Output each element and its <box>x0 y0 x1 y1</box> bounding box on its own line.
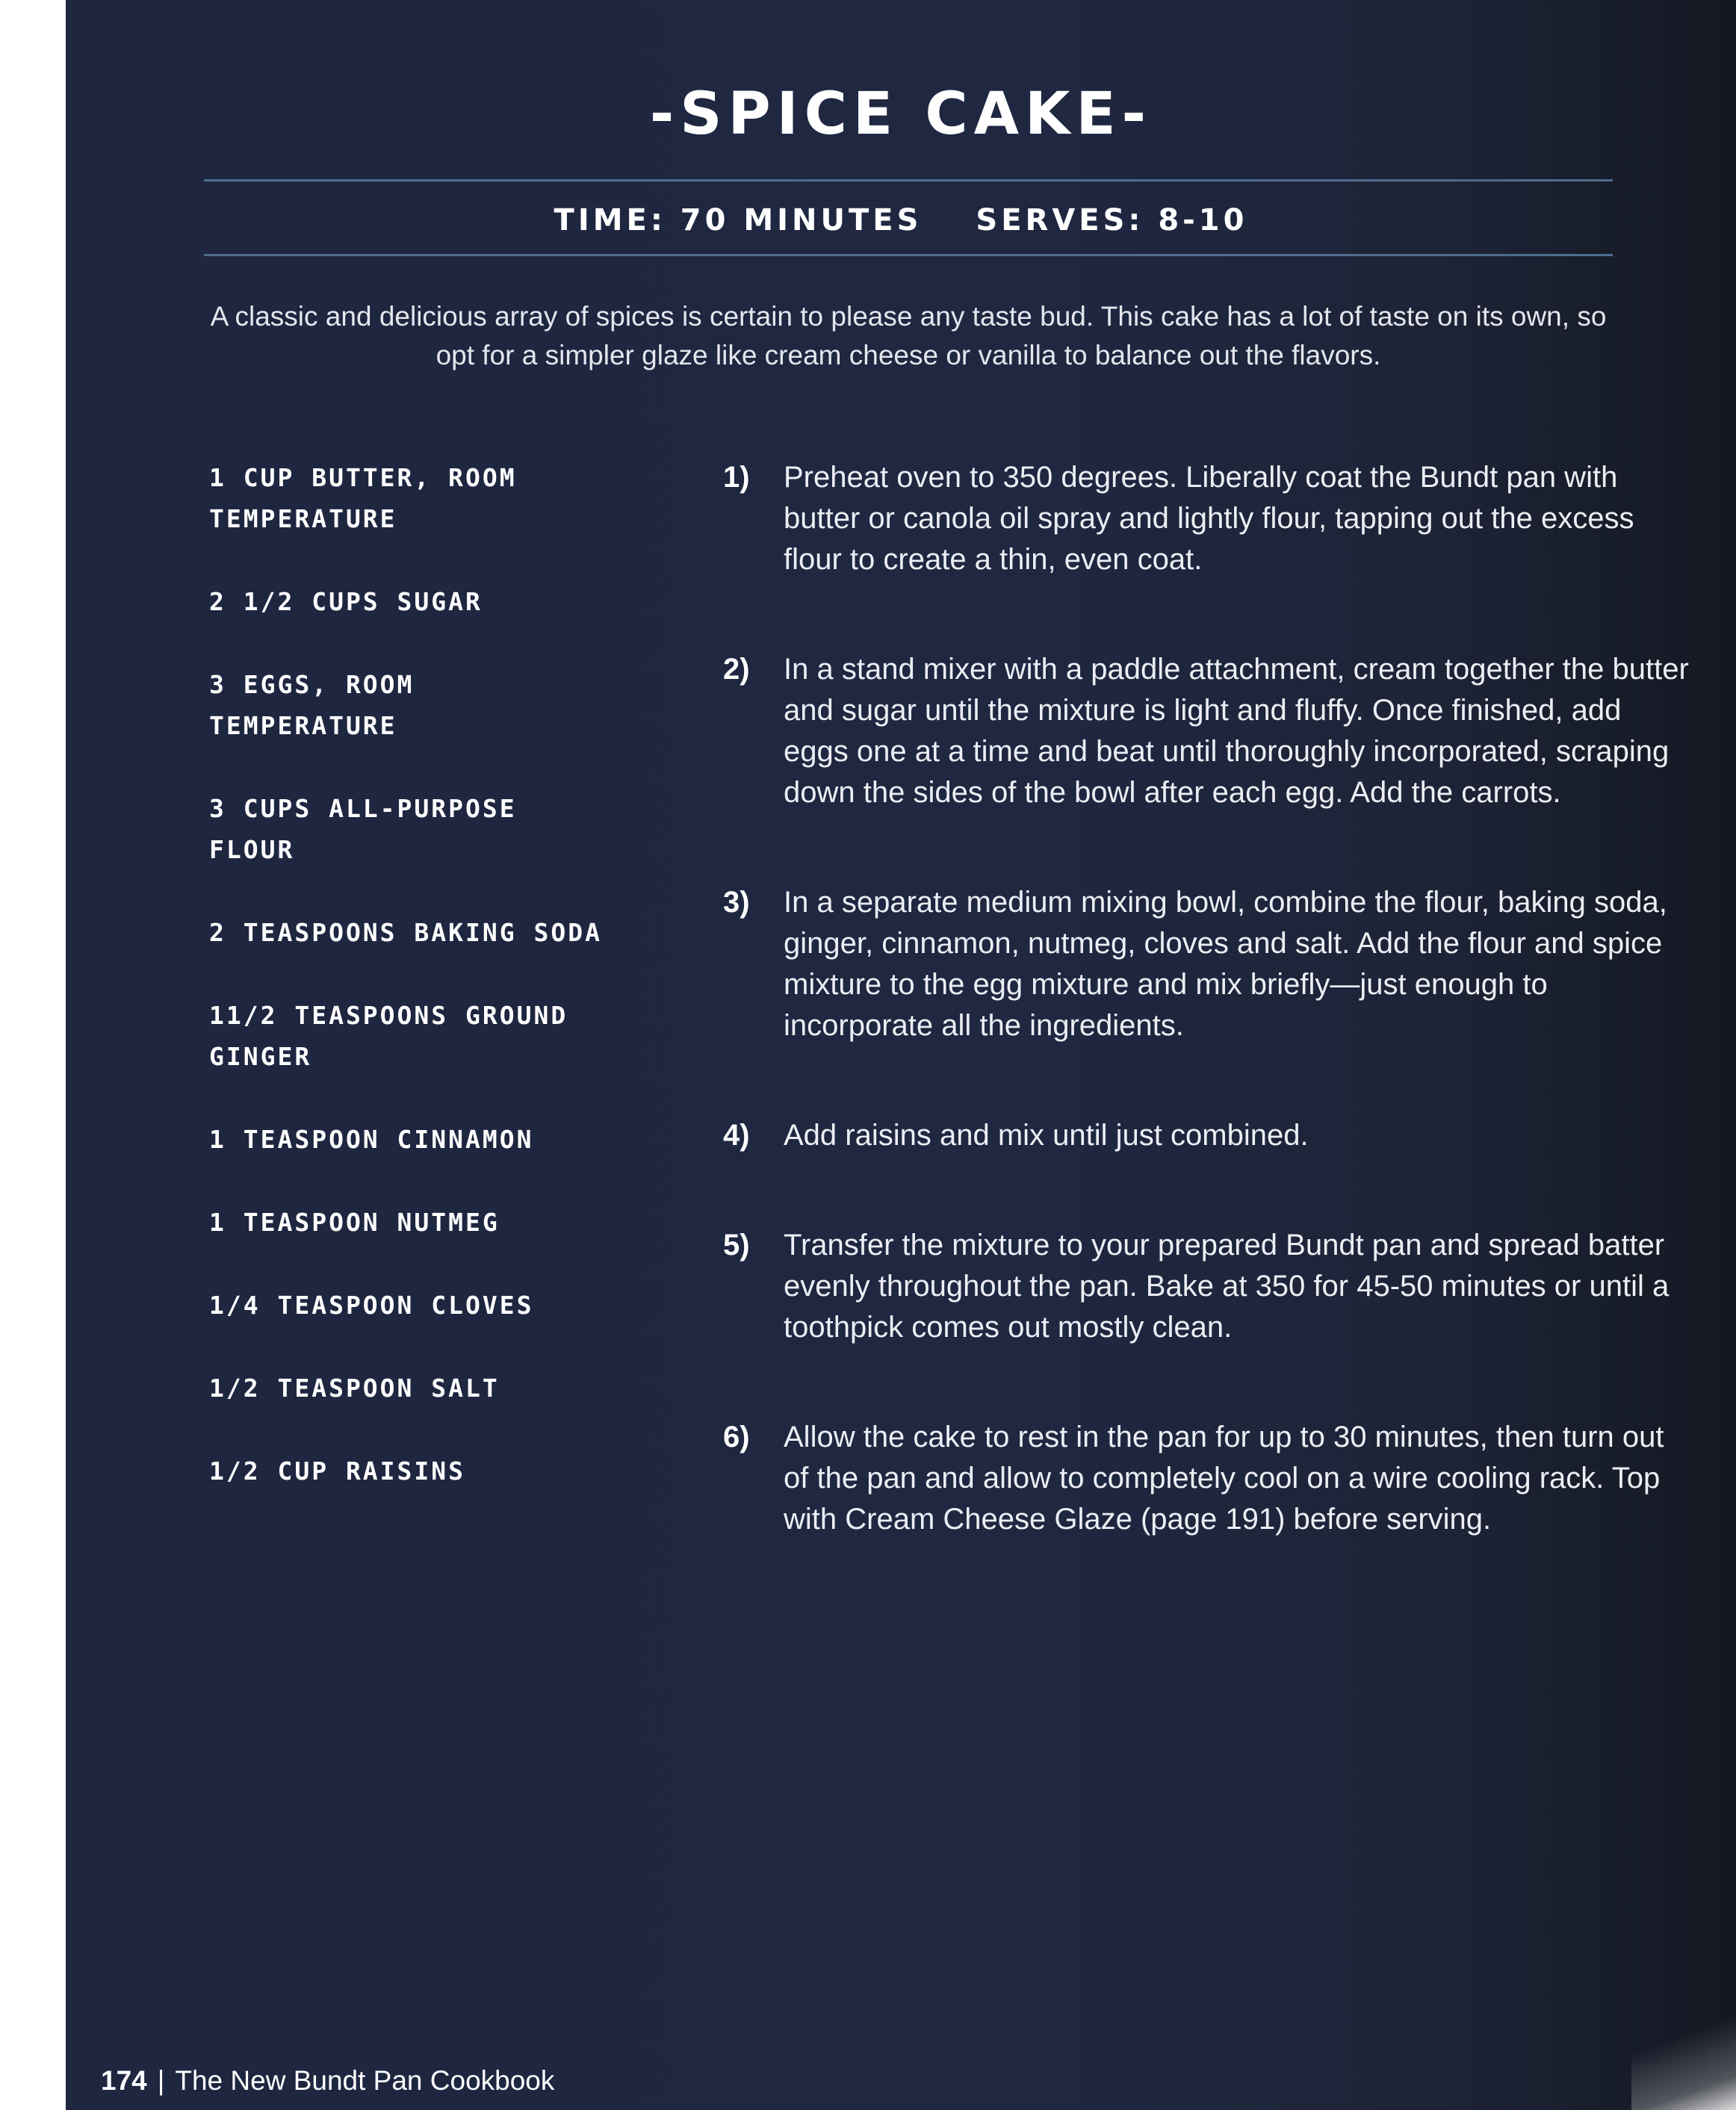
ingredient-item: 11/2 TEASPOONS GROUND GINGER <box>209 1001 568 1071</box>
step-item <box>723 649 1694 813</box>
ingredient-item: 1 TEASPOON NUTMEG <box>209 1208 500 1237</box>
page-footer <box>101 2065 554 2097</box>
recipe-title: -SPICE CAKE- <box>649 81 1153 148</box>
ingredient-item: 2 TEASPOONS BAKING SODA <box>209 918 602 947</box>
footer-separator: | <box>157 2065 165 2096</box>
step-text: In a separate medium mixing bowl, combine the flour, baking soda, ginger, cinnamon, nutmeg, cloves and salt. Add the flour and spice mixture to the egg mixture and mix briefly—just enough to incorporate all the ingredients. <box>784 886 1667 1042</box>
recipe-time: TIME: 70 MINUTES <box>554 203 923 238</box>
step-item <box>723 457 1694 580</box>
ingredient-item: 1 TEASPOON CINNAMON <box>209 1125 534 1154</box>
step-number: 3) <box>723 886 750 919</box>
recipe-page <box>66 0 1736 2110</box>
ingredient-item: 3 CUPS ALL-PURPOSE FLOUR <box>209 794 517 864</box>
recipe-meta <box>66 203 1736 238</box>
book-title: The New Bundt Pan Cookbook <box>175 2065 555 2096</box>
step-text: Add raisins and mix until just combined. <box>784 1119 1309 1152</box>
recipe-serves: SERVES: 8-10 <box>976 203 1248 238</box>
divider-bottom <box>204 254 1613 256</box>
ingredient-item: 3 EGGS, ROOM TEMPERATURE <box>209 670 415 740</box>
ingredient-item: 1/2 CUP RAISINS <box>209 1456 466 1486</box>
ingredient-item: 2 1/2 CUPS SUGAR <box>209 587 483 616</box>
page-number: 174 <box>101 2065 147 2096</box>
step-list <box>723 457 1694 1540</box>
ingredient-item: 1/4 TEASPOON CLOVES <box>209 1291 534 1320</box>
step-text: In a stand mixer with a paddle attachment, cream together the butter and sugar until the mixture is light and fluffy. Once finished, add eggs one at a time and beat until thoroughly incorporated, scraping down the sides of the bowl after each egg. Add the carrots. <box>784 653 1689 809</box>
ingredient-list <box>209 457 717 1533</box>
step-text: Transfer the mixture to your prepared Bundt pan and spread batter evenly throughout the pan. Bake at 350 for 45-50 minutes or until a toothpick comes out mostly clean. <box>784 1229 1670 1344</box>
ingredient-item: 1/2 TEASPOON SALT <box>209 1374 500 1403</box>
step-item <box>723 1225 1694 1348</box>
ingredient-item: 1 CUP BUTTER, ROOM TEMPERATURE <box>209 463 517 533</box>
step-number: 6) <box>723 1421 750 1453</box>
step-number: 5) <box>723 1229 750 1262</box>
step-item <box>723 882 1694 1046</box>
step-item <box>723 1417 1694 1540</box>
recipe-intro: A classic and delicious array of spices is certain to please any taste bud. This cake has a lot of taste on its own, so opt for a simpler glaze like cream cheese or vanilla to balance out the flavors. <box>210 301 1607 370</box>
divider-top <box>204 179 1613 181</box>
step-number: 4) <box>723 1119 750 1152</box>
step-number: 1) <box>723 461 750 494</box>
step-item <box>723 1115 1694 1156</box>
page-curl <box>1631 1990 1736 2110</box>
step-text: Allow the cake to rest in the pan for up to 30 minutes, then turn out of the pan and allow to completely cool on a wire cooling rack. Top with Cream Cheese Glaze (page 191) before serving. <box>784 1421 1664 1536</box>
step-text: Preheat oven to 350 degrees. Liberally coat the Bundt pan with butter or canola oil spray and lightly flour, tapping out the excess flour to create a thin, even coat. <box>784 461 1634 576</box>
step-number: 2) <box>723 653 750 686</box>
